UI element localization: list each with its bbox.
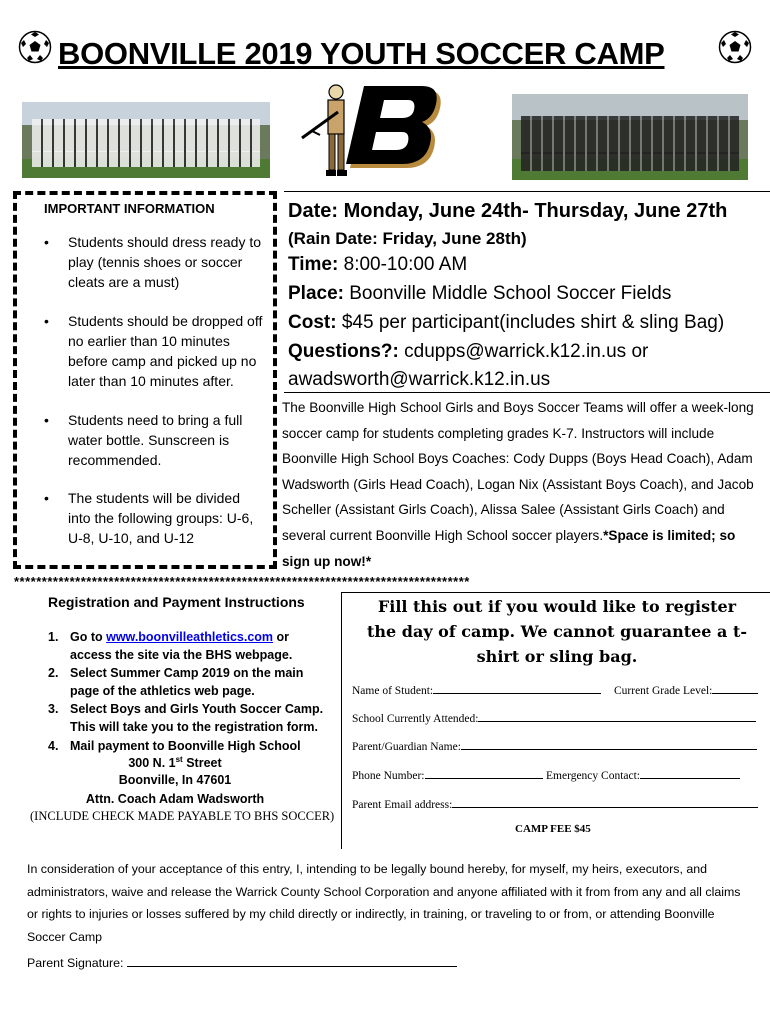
rain-date: (Rain Date: Friday, June 28th) <box>288 229 527 248</box>
list-item-text: Students should dress ready to play (tennis shoes or soccer cleats are a must) <box>68 234 262 290</box>
place-label: Place: <box>288 283 344 304</box>
emergency-contact-input[interactable] <box>640 767 740 779</box>
mailing-address-attn: Attn. Coach Adam Wadsworth <box>85 792 265 806</box>
student-name-field[interactable] <box>352 682 601 697</box>
phone-input[interactable] <box>425 767 543 779</box>
bullet-icon: • <box>44 490 49 506</box>
step1-prefix: Go to <box>70 630 107 644</box>
list-item <box>44 410 264 470</box>
signature-field[interactable] <box>27 955 457 970</box>
bullet-icon: • <box>44 412 49 428</box>
field-label: Emergency Contact: <box>546 770 640 782</box>
form-intro: Fill this out if you would like to register the day of camp. We cannot guarantee a t-shirt or sling bag. <box>366 597 747 666</box>
bullet-icon: • <box>44 234 49 250</box>
description-text: The Boonville High School Girls and Boys Soccer Teams will offer a week-long soccer camp for students completing grades K-7. Instructors will include Boonville High School Boys Coaches: Cody Dupps (Boys Head Coach), Adam Wadsworth (Girls Head Coach), Logan Nix (Assistant Boys Coach), and Jacob Scheller (Assistant Girls Coach), Alissa Salee (Assistant Girls Coach) and several current Boonville High School soccer players. <box>282 400 754 543</box>
street-number: 300 N. 1 <box>128 756 176 771</box>
signature-label: Parent Signature: <box>27 956 124 970</box>
emergency-contact-field[interactable] <box>546 767 740 782</box>
grade-level-field[interactable] <box>614 682 758 697</box>
questions-label: Questions?: <box>288 341 399 362</box>
questions-email-1: cdupps@warrick.k12.in.us or <box>398 341 649 362</box>
camp-fee: CAMP FEE $45 <box>515 823 591 835</box>
page-title: BOONVILLE 2019 YOUTH SOCCER CAMP <box>58 36 665 71</box>
step-number: 2. <box>48 666 59 680</box>
girls-team-photo <box>512 94 748 180</box>
list-item-text: Students should be dropped off no earlier than 10 minutes before camp and picked up no later than 10 minutes after. <box>68 313 263 389</box>
description-emphasis: *Space is limited; so sign up now!* <box>282 527 736 569</box>
camp-place <box>288 283 671 305</box>
camp-cost <box>288 312 724 334</box>
divider <box>284 191 770 192</box>
step-text: Mail payment to Boonville High School <box>70 739 301 753</box>
mailing-address-city: Boonville, In 47601 <box>118 773 232 787</box>
camp-date: Date: Monday, June 24th- Thursday, June 27th <box>288 200 728 222</box>
camp-description <box>282 395 762 574</box>
parent-name-input[interactable] <box>461 738 757 750</box>
email-input[interactable] <box>452 796 758 808</box>
field-label: Current Grade Level: <box>614 685 713 697</box>
step-text: Select Boys and Girls Youth Soccer Camp. This will take you to the registration form. <box>70 702 324 734</box>
boys-team-photo <box>22 102 270 178</box>
grade-level-input[interactable] <box>712 682 758 694</box>
school-input[interactable] <box>478 710 756 722</box>
list-item-text: The students will be divided into the following groups: U-6, U-8, U-10, and U-12 <box>68 490 254 546</box>
step-text: Select Summer Camp 2019 on the main page of the athletics web page. <box>70 666 304 698</box>
list-item <box>44 488 264 548</box>
school-field[interactable] <box>352 710 756 725</box>
step-number: 4. <box>48 739 59 753</box>
step-number: 1. <box>48 630 59 644</box>
signature-input[interactable] <box>127 955 457 967</box>
bullet-icon: • <box>44 313 49 329</box>
liability-waiver: In consideration of your acceptance of this entry, I, intending to be legally bound hereby, for myself, my heirs, executors, and administrators, waive and release the Warrick County School Corporation and anyone affiliated with it from from any and all claims or rights to injuries or losses suffered by my child directly or indirectly, in training, or traveling to or from, or attending Boonville Soccer Camp <box>27 862 741 944</box>
check-note: (INCLUDE CHECK MADE PAYABLE TO BHS SOCCER) <box>30 809 335 823</box>
registration-title: Registration and Payment Instructions <box>48 594 305 610</box>
time-value: 8:00-10:00 AM <box>338 254 468 275</box>
soccer-ball-icon <box>18 30 52 64</box>
list-item <box>44 311 264 391</box>
field-label: Parent/Guardian Name: <box>352 741 461 753</box>
school-logo <box>298 76 446 184</box>
time-label: Time: <box>288 254 339 275</box>
step-text <box>70 628 330 664</box>
phone-field[interactable] <box>352 767 543 782</box>
questions-email-2: awadsworth@warrick.k12.in.us <box>288 369 551 390</box>
questions-contact <box>288 341 648 363</box>
field-label: Phone Number: <box>352 770 425 782</box>
important-heading: IMPORTANT INFORMATION <box>44 201 215 216</box>
street-suffix: st <box>175 755 183 764</box>
street-name: Street <box>182 756 222 771</box>
place-value: Boonville Middle School Soccer Fields <box>343 283 672 304</box>
camp-time <box>288 254 467 276</box>
divider <box>284 392 770 393</box>
soccer-ball-icon <box>718 30 752 64</box>
step-number: 3. <box>48 702 59 716</box>
athletics-website-link[interactable]: www.boonvilleathletics.com <box>106 630 274 644</box>
email-field[interactable] <box>352 796 758 811</box>
student-name-input[interactable] <box>433 682 601 694</box>
separator-line: ********************************************************************************** <box>14 574 470 589</box>
field-label: School Currently Attended: <box>352 713 479 725</box>
cost-value: $45 per participant(includes shirt & sling Bag) <box>336 312 725 333</box>
field-label: Name of Student: <box>352 685 434 697</box>
cost-label: Cost: <box>288 312 337 333</box>
field-label: Parent Email address: <box>352 799 453 811</box>
list-item <box>44 232 264 292</box>
parent-name-field[interactable] <box>352 738 757 753</box>
step1-suffix: or access the site via the BHS webpage. <box>70 630 293 662</box>
mailing-address-street <box>30 755 320 770</box>
list-item-text: Students need to bring a full water bottle. Sunscreen is recommended. <box>68 412 243 468</box>
